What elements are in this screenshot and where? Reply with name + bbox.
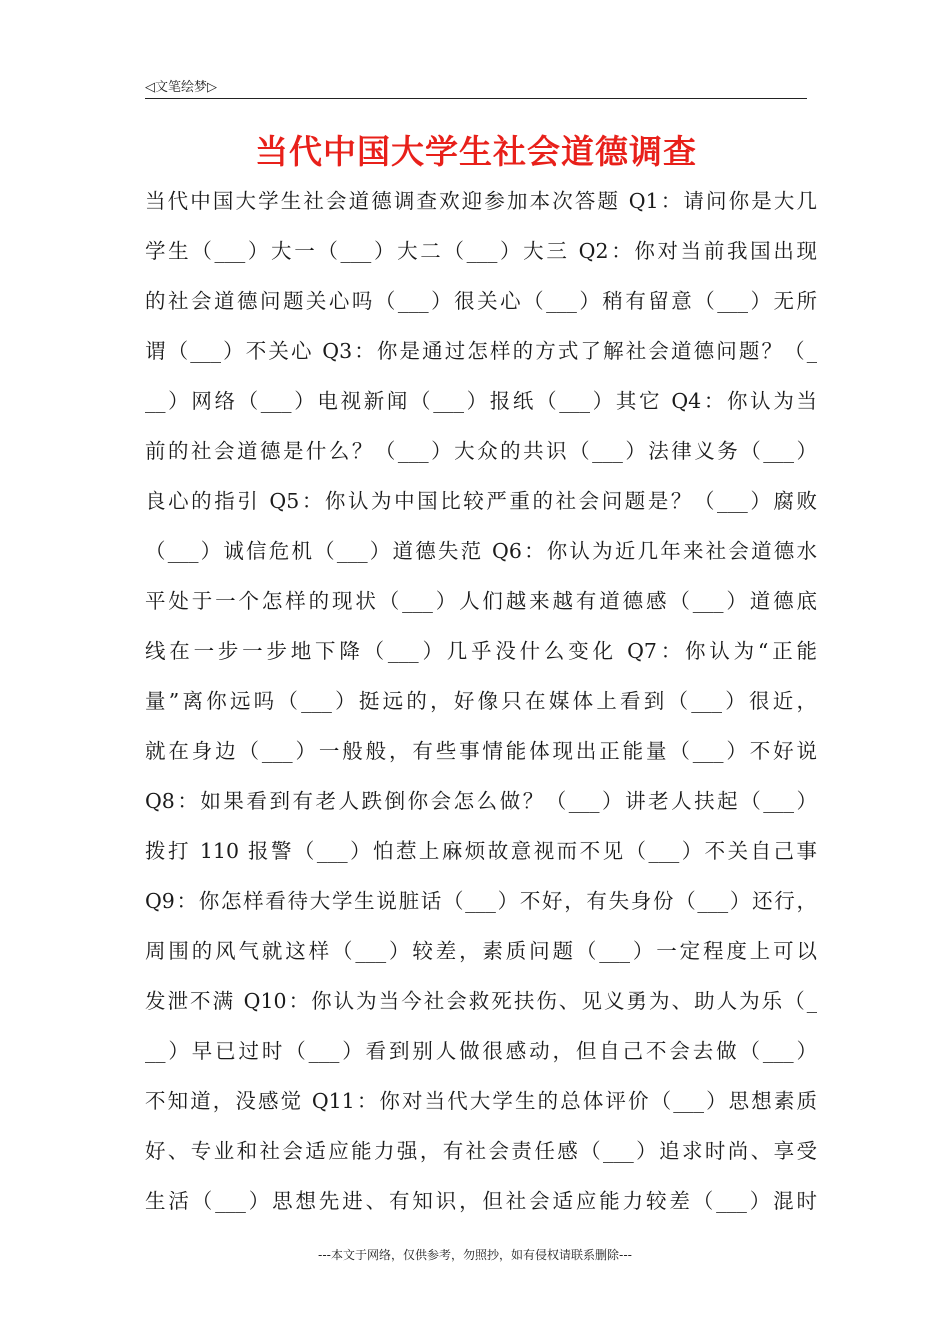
- body-line: （___）诚信危机（___）道德失范 Q6：你认为近几年来社会道德水: [145, 539, 817, 563]
- body-line: 的社会道德问题关心吗（___）很关心（___）稍有留意（___）无所: [145, 289, 817, 313]
- body-line: 线在一步一步地下降（___）几乎没什么变化 Q7：你认为“正能: [145, 639, 817, 663]
- body-line: 当代中国大学生社会道德调查欢迎参加本次答题 Q1：请问你是大几: [145, 189, 817, 213]
- page-footer-disclaimer: ---本文于网络，仅供参考，勿照抄，如有侵权请联系删除---: [318, 1248, 632, 1262]
- body-line: 平处于一个怎样的现状（___）人们越来越有道德感（___）道德底: [145, 589, 817, 613]
- body-line: 拨打 110 报警（___）怕惹上麻烦故意视而不见（___）不关自己事: [145, 839, 817, 863]
- body-line: __）网络（___）电视新闻（___）报纸（___）其它 Q4：你认为当: [145, 389, 817, 413]
- header-brand-text: ◁文笔绘梦▷: [145, 80, 217, 95]
- body-line: 生活（___）思想先进、有知识，但社会适应能力较差（___）混时: [145, 1189, 817, 1213]
- document-body: [145, 182, 817, 1232]
- body-line: Q9：你怎样看待大学生说脏话（___）不好，有失身份（___）还行，: [145, 889, 817, 913]
- body-line: 量”离你远吗（___）挺远的，好像只在媒体上看到（___）很近，: [145, 689, 817, 713]
- body-line: Q8：如果看到有老人跌倒你会怎么做？（___）讲老人扶起（___）: [145, 789, 817, 813]
- body-line: 发泄不满 Q10：你认为当今社会救死扶伤、见义勇为、助人为乐（_: [145, 989, 817, 1013]
- body-line: 前的社会道德是什么？（___）大众的共识（___）法律义务（___）: [145, 439, 817, 463]
- body-line: 良心的指引 Q5：你认为中国比较严重的社会问题是？（___）腐败: [145, 489, 817, 513]
- body-line: __）早已过时（___）看到别人做很感动，但自己不会去做（___）: [145, 1039, 817, 1063]
- body-line: 周围的风气就这样（___）较差，素质问题（___）一定程度上可以: [145, 939, 817, 963]
- body-line: 学生（___）大一（___）大二（___）大三 Q2：你对当前我国出现: [145, 239, 817, 263]
- body-line: 不知道，没感觉 Q11：你对当代大学生的总体评价（___）思想素质: [145, 1089, 817, 1113]
- document-title: 当代中国大学生社会道德调查: [255, 132, 697, 171]
- page-header: [145, 74, 807, 99]
- body-line: 谓（___）不关心 Q3：你是通过怎样的方式了解社会道德问题？（_: [145, 339, 817, 363]
- body-line: 好、专业和社会适应能力强，有社会责任感（___）追求时尚、享受: [145, 1139, 817, 1163]
- body-line: 就在身边（___）一般般，有些事情能体现出正能量（___）不好说: [145, 739, 817, 763]
